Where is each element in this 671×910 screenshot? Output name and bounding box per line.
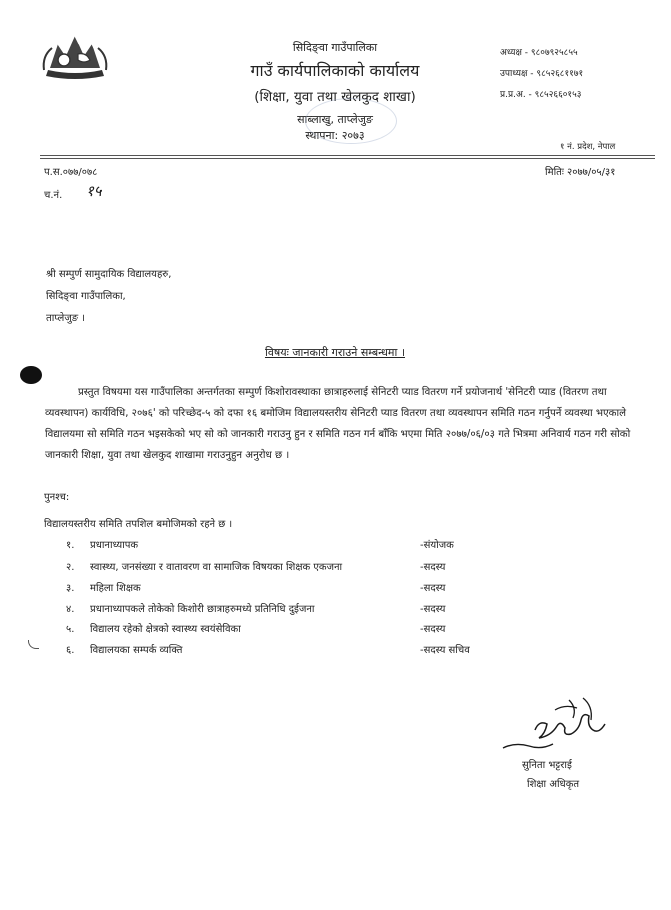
- contact-chairperson: अध्यक्ष - ९८०७९२५८५५: [500, 48, 578, 58]
- signatory-title: शिक्षा अधिकृत: [527, 779, 580, 790]
- committee-row-role: -सदस्य: [420, 604, 446, 615]
- signatory-name: सुनिता भट्टराई: [522, 760, 572, 771]
- committee-row-role: -सदस्य सचिव: [420, 645, 470, 656]
- office-stamp: [305, 98, 397, 144]
- committee-row-member: प्रधानाध्यापकले तोकेको किशोरी छात्राहरुमध्ये प्रतिनिधि दुईजना: [90, 604, 315, 615]
- committee-row-role: -सदस्य: [420, 562, 446, 573]
- letter-date: मितिः २०७७/०५/३१: [545, 167, 616, 178]
- committee-row: [0, 537, 671, 555]
- body-paragraph: [45, 382, 645, 466]
- municipality-name: सिदिङ्वा गाउँपालिका: [292, 41, 378, 54]
- committee-heading: विद्यालयस्तरीय समिति तपशिल बमोजिमको रहने छ ।: [44, 519, 233, 530]
- committee-row: [0, 580, 671, 598]
- committee-row-member: विद्यालयका सम्पर्क व्यक्ति: [90, 645, 183, 656]
- committee-row-role: -सदस्य: [420, 624, 446, 635]
- committee-row-number: ३.: [66, 583, 75, 594]
- contact-vice-chairperson: उपाध्यक्ष - ९८५२६८११७१: [500, 69, 584, 79]
- committee-row-number: १.: [66, 540, 75, 551]
- committee-row: [0, 601, 671, 619]
- body-paragraph-text: प्रस्तुत विषयमा यस गाउँपालिका अन्तर्गतका सम्पुर्ण किशोरावस्थाका छात्राहरुलाई सेनिटरी प्याड वितरण गर्ने प्रयोजनार्थ 'सेनिटरी प्याड (वितरण तथा व्यवस्थापन) कार्यविधि, २०७६' को परिच्छेद-५ को दफा १६ बमोजिम विद्यालयस्तरीय सेनिटरी प्याड वितरण तथा व्यवस्थापन समिति गठन गर्नुपर्ने व्यवस्था भएकाले विद्यालयमा सो समिति गठन भइसकेको भए सो को जानकारी गराउनु हुन र समिति गठन गर्न बाँकि भएमा मिति २०७७/०६/०३ गते भित्रमा अनिवार्य गठन गरी सोको जानकारी शिक्षा, युवा तथा खेलकुद शाखामा गराउनुहुन अनुरोध छ ।: [45, 387, 631, 461]
- handwritten-signature: [495, 690, 615, 760]
- committee-row-number: २.: [66, 562, 75, 573]
- committee-row-number: ४.: [66, 604, 75, 615]
- dispatch-number-value: १५: [86, 182, 102, 200]
- province-label: १ नं. प्रदेश, नेपाल: [560, 142, 616, 152]
- recipient-line-2: सिदिङ्वा गाउँपालिका,: [46, 291, 126, 302]
- postscript-label: पुनश्च:: [44, 492, 70, 503]
- header-divider-2: [40, 158, 655, 159]
- committee-row-member: प्रधानाध्यापक: [90, 540, 139, 551]
- committee-row-member: स्वास्थ्य, जनसंख्या र वातावरण वा सामाजिक विषयका शिक्षक एकजना: [90, 562, 343, 573]
- committee-row-member: महिला शिक्षक: [90, 583, 141, 594]
- committee-row: [0, 559, 671, 577]
- established-year: स्थापना: २०७३: [305, 129, 365, 142]
- section-name: (शिक्षा, युवा तथा खेलकुद शाखा): [254, 89, 416, 105]
- office-address: साब्लाखु, ताप्लेजुङ: [297, 113, 373, 126]
- letter-reference-number: प.स.०७७/०७८: [44, 167, 98, 178]
- committee-row-number: ५.: [66, 624, 75, 635]
- office-title: गाउँ कार्यपालिकाको कार्यालय: [250, 61, 420, 80]
- committee-row-number: ६.: [66, 645, 75, 656]
- government-emblem: [40, 30, 110, 82]
- committee-row-role: -सदस्य: [420, 583, 446, 594]
- letter-subject: विषयः जानकारी गराउने सम्बन्धमा ।: [264, 346, 406, 359]
- dispatch-number-label: च.नं.: [44, 190, 63, 201]
- header-divider: [40, 155, 655, 156]
- ink-mark: [20, 366, 42, 384]
- recipient-line-3: ताप्लेजुङ ।: [46, 313, 86, 324]
- committee-row: [0, 642, 671, 660]
- committee-row-member: विद्यालय रहेको क्षेत्रको स्वास्थ्य स्वयंसेविका: [90, 624, 241, 635]
- contact-cao: प्र.प्र.अ. - ९८५२६६०१५३: [500, 90, 582, 100]
- committee-row-role: -संयोजक: [420, 540, 454, 551]
- committee-row: [0, 621, 671, 639]
- recipient-line-1: श्री सम्पुर्ण सामुदायिक विद्यालयहरु,: [46, 269, 172, 280]
